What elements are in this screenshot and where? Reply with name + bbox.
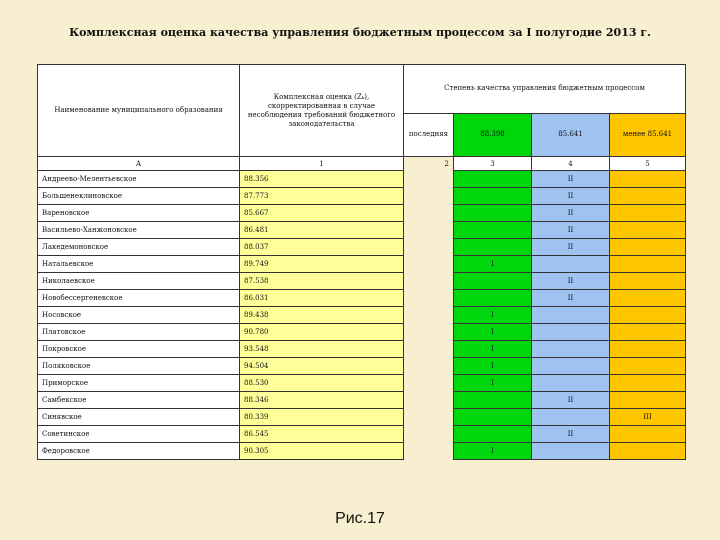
- level-1-cell: [454, 239, 532, 256]
- level-2-cell: [532, 324, 610, 341]
- level-3-cell: [610, 375, 686, 392]
- spacer-cell: [404, 188, 454, 205]
- level-1-cell: [454, 426, 532, 443]
- header-sub-level3: менее 85.641: [610, 113, 686, 156]
- table-row: [38, 392, 686, 409]
- level-1-cell: I: [454, 307, 532, 324]
- score-value: 88.346: [240, 392, 404, 409]
- table-row: [38, 358, 686, 375]
- score-value: 86.545: [240, 426, 404, 443]
- score-value: 93.548: [240, 341, 404, 358]
- score-value: 88.530: [240, 375, 404, 392]
- spacer-cell: [404, 358, 454, 375]
- index-a: А: [38, 157, 240, 171]
- level-3-cell: [610, 256, 686, 273]
- municipality-name: Покровское: [38, 341, 240, 358]
- level-3-cell: [610, 171, 686, 188]
- municipality-name: Самбекское: [38, 392, 240, 409]
- level-2-cell: II: [532, 188, 610, 205]
- municipality-name: Лакедемоновское: [38, 239, 240, 256]
- level-1-cell: I: [454, 324, 532, 341]
- level-3-cell: [610, 443, 686, 460]
- header-row: [38, 65, 686, 114]
- spacer-cell: [404, 426, 454, 443]
- spacer-cell: [404, 409, 454, 426]
- level-1-cell: [454, 409, 532, 426]
- level-3-cell: [610, 426, 686, 443]
- spacer-cell: [404, 273, 454, 290]
- table-row: [38, 307, 686, 324]
- municipality-name: Вареновское: [38, 205, 240, 222]
- municipality-name: Федоровское: [38, 443, 240, 460]
- level-3-cell: [610, 205, 686, 222]
- score-value: 89.438: [240, 307, 404, 324]
- level-2-cell: [532, 256, 610, 273]
- level-1-cell: [454, 392, 532, 409]
- level-2-cell: II: [532, 273, 610, 290]
- spacer-cell: [404, 392, 454, 409]
- level-1-cell: [454, 205, 532, 222]
- level-2-cell: II: [532, 205, 610, 222]
- level-3-cell: [610, 324, 686, 341]
- table-row: [38, 273, 686, 290]
- score-value: 88.037: [240, 239, 404, 256]
- level-3-cell: [610, 290, 686, 307]
- municipality-name: Синявское: [38, 409, 240, 426]
- index-4: 4: [532, 157, 610, 171]
- level-2-cell: II: [532, 222, 610, 239]
- spacer-cell: [404, 222, 454, 239]
- table-row: [38, 188, 686, 205]
- level-3-cell: [610, 358, 686, 375]
- score-value: 86.481: [240, 222, 404, 239]
- spacer-cell: [404, 375, 454, 392]
- level-1-cell: I: [454, 375, 532, 392]
- spacer-cell: [404, 443, 454, 460]
- spacer-cell: [404, 307, 454, 324]
- score-value: 89.749: [240, 256, 404, 273]
- score-value: 87.538: [240, 273, 404, 290]
- page-title: Комплексная оценка качества управления бюджетным процессом за I полугодие 2013 г.: [69, 26, 651, 39]
- index-2: 2: [404, 157, 454, 171]
- header-sub-last: последняя: [404, 113, 454, 156]
- table-row: [38, 375, 686, 392]
- table-row: [38, 409, 686, 426]
- table-row: [38, 341, 686, 358]
- municipality-name: Васильево-Ханжоновское: [38, 222, 240, 239]
- level-3-cell: [610, 307, 686, 324]
- table-row: [38, 290, 686, 307]
- index-row: [38, 157, 686, 171]
- level-2-cell: II: [532, 171, 610, 188]
- header-score: Комплексная оценка (Zₖ), скорректированная в случае несоблюдения требований бюджетного законодательства: [240, 65, 404, 157]
- level-2-cell: II: [532, 239, 610, 256]
- table-row: [38, 256, 686, 273]
- header-degree: Степень качества управления бюджетным процессом: [404, 65, 686, 114]
- level-1-cell: [454, 273, 532, 290]
- index-5: 5: [610, 157, 686, 171]
- level-3-cell: [610, 188, 686, 205]
- municipality-name: Натальевское: [38, 256, 240, 273]
- municipality-name: Николаевское: [38, 273, 240, 290]
- index-3: 3: [454, 157, 532, 171]
- table-row: [38, 426, 686, 443]
- score-value: 80.339: [240, 409, 404, 426]
- index-1: 1: [240, 157, 404, 171]
- level-1-cell: [454, 290, 532, 307]
- level-2-cell: [532, 375, 610, 392]
- level-1-cell: I: [454, 358, 532, 375]
- level-1-cell: I: [454, 443, 532, 460]
- spacer-cell: [404, 290, 454, 307]
- municipality-name: Новобессергеневское: [38, 290, 240, 307]
- score-value: 85.667: [240, 205, 404, 222]
- spacer-cell: [404, 239, 454, 256]
- level-2-cell: [532, 409, 610, 426]
- table-row: [38, 222, 686, 239]
- score-value: 94.504: [240, 358, 404, 375]
- level-1-cell: [454, 171, 532, 188]
- header-sub-level1: 88.398: [454, 113, 532, 156]
- level-1-cell: [454, 188, 532, 205]
- municipality-name: Андреево-Мелентьевское: [38, 171, 240, 188]
- spacer-cell: [404, 256, 454, 273]
- figure-caption: Рис.17: [335, 510, 385, 527]
- score-value: 87.773: [240, 188, 404, 205]
- municipality-name: Советинское: [38, 426, 240, 443]
- score-value: 90.780: [240, 324, 404, 341]
- spacer-cell: [404, 324, 454, 341]
- level-3-cell: [610, 273, 686, 290]
- assessment-table: [37, 64, 686, 460]
- level-1-cell: [454, 222, 532, 239]
- level-1-cell: I: [454, 256, 532, 273]
- level-3-cell: [610, 392, 686, 409]
- table-row: [38, 443, 686, 460]
- spacer-cell: [404, 205, 454, 222]
- level-3-cell: III: [610, 409, 686, 426]
- level-3-cell: [610, 239, 686, 256]
- level-1-cell: I: [454, 341, 532, 358]
- level-2-cell: II: [532, 290, 610, 307]
- municipality-name: Большенеклиновское: [38, 188, 240, 205]
- header-sub-level2: 85.641: [532, 113, 610, 156]
- level-2-cell: [532, 307, 610, 324]
- table-row: [38, 171, 686, 188]
- level-2-cell: [532, 443, 610, 460]
- score-value: 88.356: [240, 171, 404, 188]
- table-row: [38, 239, 686, 256]
- municipality-name: Поляковское: [38, 358, 240, 375]
- table-row: [38, 324, 686, 341]
- spacer-cell: [404, 171, 454, 188]
- level-2-cell: [532, 358, 610, 375]
- level-3-cell: [610, 341, 686, 358]
- table-row: [38, 205, 686, 222]
- level-2-cell: [532, 341, 610, 358]
- level-3-cell: [610, 222, 686, 239]
- spacer-cell: [404, 341, 454, 358]
- header-municipality: Наименование муниципального образования: [38, 65, 240, 157]
- municipality-name: Носовское: [38, 307, 240, 324]
- municipality-name: Приморское: [38, 375, 240, 392]
- level-2-cell: II: [532, 392, 610, 409]
- level-2-cell: II: [532, 426, 610, 443]
- score-value: 90.305: [240, 443, 404, 460]
- municipality-name: Платовское: [38, 324, 240, 341]
- score-value: 86.031: [240, 290, 404, 307]
